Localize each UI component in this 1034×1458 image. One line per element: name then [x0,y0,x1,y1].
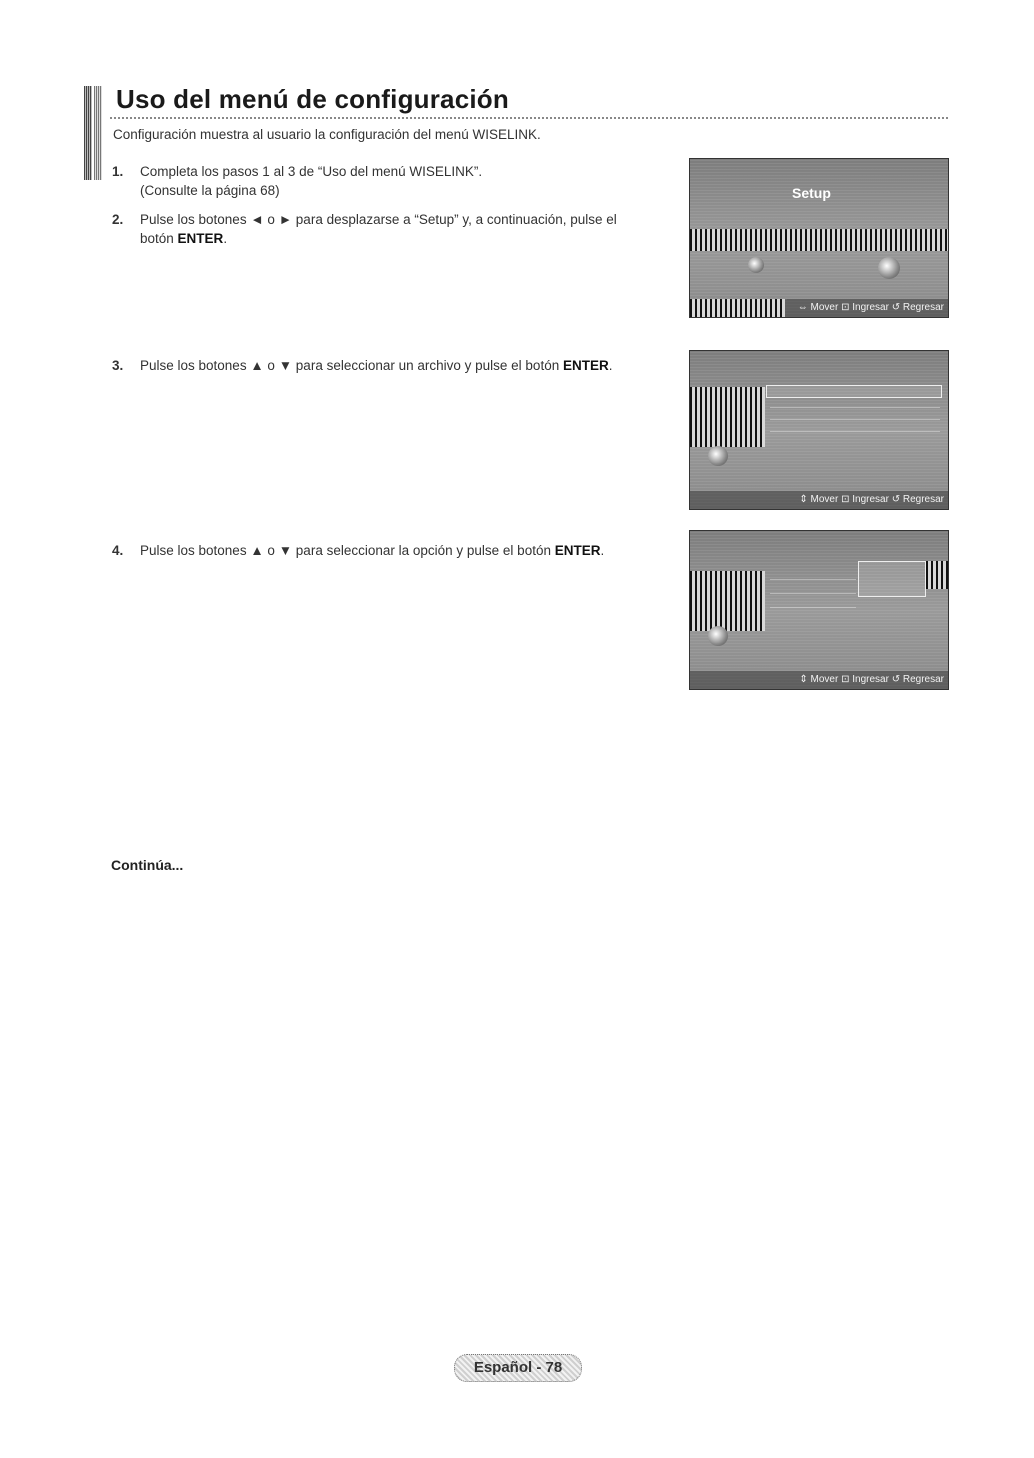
screen-footer: ⇕ Mover ⊡ Ingresar ↺ Regresar [690,491,948,509]
tv-screen-setup-list [689,350,949,510]
screen-footer: ⇕ Mover ⊡ Ingresar ↺ Regresar [690,671,948,689]
section-marker-bar [84,86,92,180]
step-number: 4. [112,543,124,558]
page-number-badge: Español - 78 [454,1354,582,1382]
menu-row-divider [770,419,940,420]
step-text-prefix: Pulse los botones ▲ o ▼ para seleccionar un archivo y pulse el botón [140,358,563,373]
tv-screen-setup-icon [689,158,949,318]
step-text: Completa los pasos 1 al 3 de “Uso del menú WISELINK”. [140,164,483,179]
step-4 [112,541,682,561]
media-icon [748,257,764,273]
menu-row-divider [770,579,856,580]
page-title: Uso del menú de configuración [116,84,509,114]
screen-footer: ⇔ Mover ⊡ Ingresar ↺ Regresar [785,299,948,317]
step-text-prefix: botón [140,231,178,246]
setup-gear-icon [708,626,728,646]
title-divider [110,117,948,119]
enter-key-label: ENTER [562,358,609,373]
step-text-suffix: . [223,231,228,246]
step-number: 3. [112,358,124,373]
menu-row-divider [770,607,856,608]
screen-stripes-right [926,561,948,589]
intro-text: Configuración muestra al usuario la configuración del menú WISELINK. [113,127,541,142]
step-number: 2. [112,212,124,227]
step-text-suffix: . [600,543,605,558]
setup-gear-icon [708,446,728,466]
screen-stripes-bottom [690,299,785,317]
option-popup [858,561,926,597]
step-text-suffix: . [608,358,613,373]
step-text: Pulse los botones ◄ o ► para desplazarse a “Setup” y, a continuación, pulse el [140,212,617,227]
step-3 [112,356,682,376]
continued-label: Continúa... [111,857,184,873]
enter-key-label: ENTER [177,231,224,246]
step-number: 1. [112,164,124,179]
step-text-prefix: Pulse los botones ▲ o ▼ para seleccionar la opción y pulse el botón [140,543,555,558]
step-text [140,356,613,375]
menu-row-divider [770,593,856,594]
section-marker-bar-secondary [94,86,102,180]
step-text-secondary: (Consulte la página 68) [140,183,280,198]
tv-screen-setup-options [689,530,949,690]
step-text-secondary [140,229,617,248]
screen-stripes [690,229,948,251]
menu-row-divider [770,431,940,432]
screen-stripes [690,571,765,631]
setup-gear-icon [878,257,900,279]
selected-menu-row [766,385,942,398]
step-1 [112,162,672,202]
step-text [140,541,604,560]
screen-heading: Setup [792,185,831,201]
menu-row-divider [770,407,940,408]
step-2 [112,210,682,250]
screen-stripes [690,387,765,447]
enter-key-label: ENTER [554,543,601,558]
